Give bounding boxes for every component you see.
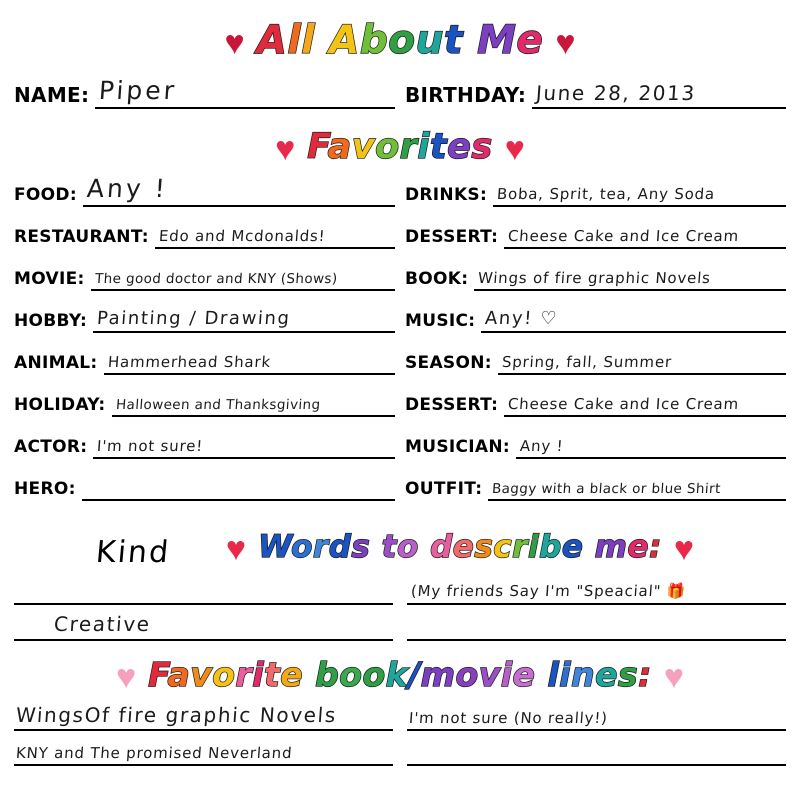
favorite-lines-title-banner bbox=[14, 655, 786, 694]
movie-input[interactable] bbox=[91, 259, 395, 291]
field-label: MUSICIAN: bbox=[405, 437, 510, 457]
favorite-lines-title: Favorite book/movie lines: bbox=[148, 655, 652, 694]
heart-icon: ♥ bbox=[224, 23, 245, 62]
field-outfit bbox=[405, 469, 786, 501]
line-value: KNY and The promised Neverland bbox=[15, 744, 294, 762]
describe-lines bbox=[14, 569, 786, 641]
field-dessert-2 bbox=[405, 385, 786, 417]
field-value: Baggy with a black or blue Shirt bbox=[491, 481, 722, 497]
field-name bbox=[14, 63, 395, 109]
heart-icon: ♥ bbox=[115, 657, 137, 696]
field-value: June 28, 2013 bbox=[535, 81, 697, 105]
field-season bbox=[405, 343, 786, 375]
field-musician bbox=[405, 427, 786, 459]
field-food bbox=[14, 175, 395, 207]
heart-icon: ♥ bbox=[673, 530, 695, 568]
field-value: Boba, Sprit, tea, Any Soda bbox=[496, 185, 716, 203]
field-label: HOLIDAY: bbox=[14, 395, 106, 415]
field-label: MOVIE: bbox=[14, 269, 85, 289]
field-value: Halloween and Thanksgiving bbox=[114, 397, 321, 413]
describe-line-left-1[interactable] bbox=[14, 569, 393, 605]
favorites-left-column bbox=[14, 175, 395, 511]
name-input[interactable] bbox=[95, 63, 395, 109]
field-label: MUSIC: bbox=[405, 311, 476, 331]
field-dessert-1 bbox=[405, 217, 786, 249]
heart-icon: ♥ bbox=[275, 130, 296, 168]
field-value: Any ! bbox=[85, 174, 169, 203]
season-input[interactable] bbox=[498, 343, 786, 375]
field-label: HOBBY: bbox=[14, 311, 88, 331]
field-value: Any ! bbox=[519, 437, 565, 455]
field-animal bbox=[14, 343, 395, 375]
describe-line-right-2[interactable] bbox=[407, 605, 786, 641]
field-value: Any! ♡ bbox=[484, 308, 560, 329]
hero-input[interactable] bbox=[82, 469, 395, 501]
heart-icon: ♥ bbox=[555, 23, 576, 62]
dessert-input-2[interactable] bbox=[504, 385, 786, 417]
field-value: Piper bbox=[98, 76, 179, 105]
field-label: ANIMAL: bbox=[14, 353, 98, 373]
food-input[interactable] bbox=[83, 175, 395, 207]
field-label: SEASON: bbox=[405, 353, 492, 373]
animal-input[interactable] bbox=[104, 343, 395, 375]
field-book bbox=[405, 259, 786, 291]
drinks-input[interactable] bbox=[493, 175, 786, 207]
restaurant-input[interactable] bbox=[155, 217, 395, 249]
favorite-line-right-2[interactable] bbox=[407, 731, 786, 766]
field-label: DESSERT: bbox=[405, 227, 499, 247]
field-value: Cheese Cake and Ice Cream bbox=[507, 227, 740, 245]
heart-icon: ♥ bbox=[225, 530, 247, 568]
describe-section bbox=[14, 529, 786, 641]
field-label: HERO: bbox=[14, 479, 76, 499]
main-title-banner bbox=[14, 18, 786, 63]
favorite-line-left-1[interactable] bbox=[14, 696, 393, 731]
field-actor bbox=[14, 427, 395, 459]
dessert-input-1[interactable] bbox=[504, 217, 786, 249]
music-input[interactable] bbox=[481, 301, 786, 333]
line-value: (My friends Say I'm "Speacial" 🎁 bbox=[410, 582, 687, 600]
field-value: Hammerhead Shark bbox=[106, 353, 272, 371]
favorite-line-right-1[interactable] bbox=[407, 696, 786, 731]
field-value: The good doctor and KNY (Shows) bbox=[94, 271, 338, 287]
favorites-right-column bbox=[405, 175, 786, 511]
holiday-input[interactable] bbox=[112, 385, 395, 417]
musician-input[interactable] bbox=[516, 427, 786, 459]
describe-line-right-1[interactable] bbox=[407, 569, 786, 605]
field-label: ACTOR: bbox=[14, 437, 88, 457]
describe-word-kind: Kind bbox=[94, 535, 172, 570]
favorites-title: Favorites bbox=[307, 127, 493, 167]
field-label: NAME: bbox=[14, 83, 90, 107]
field-birthday bbox=[405, 63, 786, 109]
describe-title: Words to describe me: bbox=[258, 529, 662, 565]
field-label: DESSERT: bbox=[405, 395, 499, 415]
field-value: Cheese Cake and Ice Cream bbox=[507, 395, 740, 413]
birthday-input[interactable] bbox=[532, 63, 786, 109]
actor-input[interactable] bbox=[93, 427, 395, 459]
identity-row bbox=[14, 63, 786, 119]
favorite-line-left-2[interactable] bbox=[14, 731, 393, 766]
heart-icon: ♥ bbox=[663, 657, 684, 696]
field-restaurant bbox=[14, 217, 395, 249]
field-value: Wings of fire graphic Novels bbox=[477, 269, 712, 287]
field-music bbox=[405, 301, 786, 333]
field-label: BOOK: bbox=[405, 269, 469, 289]
favorites-fields bbox=[14, 175, 786, 511]
favorites-title-banner bbox=[14, 127, 786, 167]
field-label: FOOD: bbox=[14, 185, 77, 205]
heart-icon: ♥ bbox=[504, 130, 525, 168]
field-value: Spring, fall, Summer bbox=[501, 353, 673, 371]
line-value: WingsOf fire graphic Novels bbox=[15, 703, 338, 727]
outfit-input[interactable] bbox=[488, 469, 786, 501]
field-holiday bbox=[14, 385, 395, 417]
line-value: Creative bbox=[53, 612, 152, 636]
describe-title-banner bbox=[134, 529, 786, 568]
line-value: I'm not sure (No really!) bbox=[408, 709, 609, 727]
field-label: RESTAURANT: bbox=[14, 227, 149, 247]
field-movie bbox=[14, 259, 395, 291]
field-hobby bbox=[14, 301, 395, 333]
page-title: All About Me bbox=[256, 18, 544, 63]
favorite-lines-section bbox=[14, 696, 786, 766]
field-label: DRINKS: bbox=[405, 185, 488, 205]
field-value: Edo and Mcdonalds! bbox=[158, 227, 326, 245]
field-value: Painting / Drawing bbox=[96, 308, 292, 329]
field-hero bbox=[14, 469, 395, 501]
hobby-input[interactable] bbox=[93, 301, 395, 333]
describe-line-left-2[interactable] bbox=[14, 605, 393, 641]
field-label: OUTFIT: bbox=[405, 479, 483, 499]
field-value: I'm not sure! bbox=[96, 437, 205, 455]
field-drinks bbox=[405, 175, 786, 207]
field-label: BIRTHDAY: bbox=[405, 83, 527, 107]
book-input[interactable] bbox=[474, 259, 786, 291]
